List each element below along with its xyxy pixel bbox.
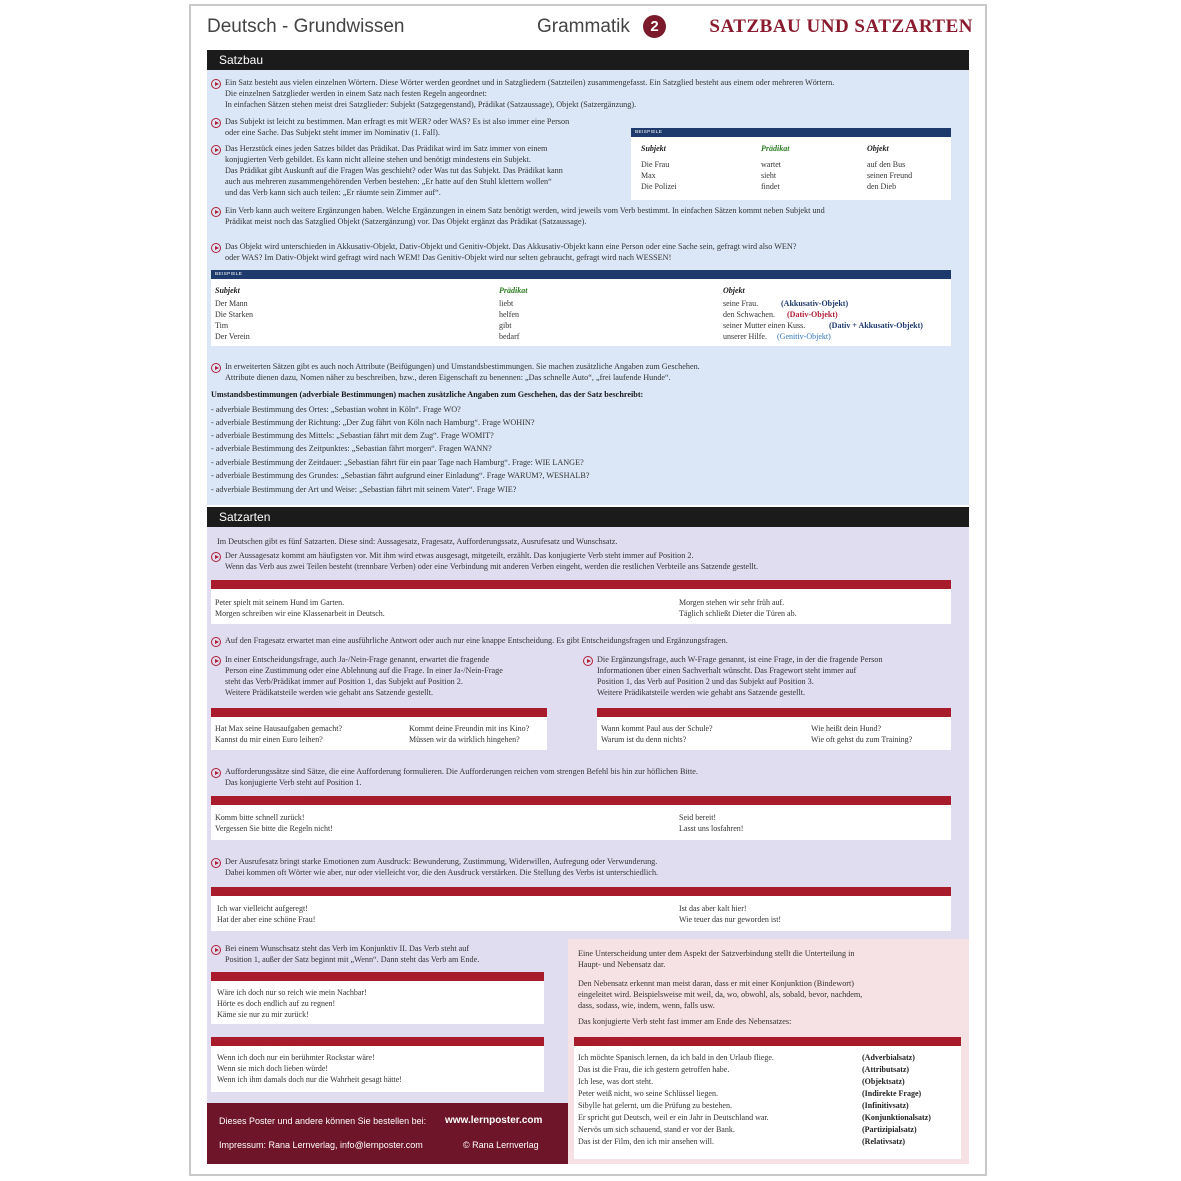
neben-line1: Eine Unterscheidung unter dem Aspekt der Satzverbindung stellt die Unterteilung in [578,949,855,958]
cell: seine Frau. [723,299,759,308]
entscheidung-line4: Weitere Prädikatsteile werden wie gehabt ans Satzende gestellt. [225,688,434,697]
example-sentence: Käme sie nur zu mir zurück! [217,1010,309,1019]
col-header-subjekt: Subjekt [641,144,666,153]
col-header-praedikat: Prädikat [761,144,790,153]
aufforderung-line1: Aufforderungssätze sind Sätze, die eine Aufforderung formulieren. Die Aufforderungen reichen vom strengen Befehl bis hin zur höflichen Bitte. [225,767,698,776]
cell: Die Frau [641,160,670,169]
cell: Der Verein [215,332,250,341]
example-sentence: Kommt deine Freundin mit ins Kino? [409,724,530,733]
example-sentence: Wenn ich doch nur ein berühmter Rockstar wäre! [217,1053,375,1062]
example-box-aussagesatz [211,580,951,624]
subject-title: Deutsch - Grundwissen [207,16,405,37]
play-circle-icon [583,656,593,666]
example-sentence: Nervös um sich schauend, stand er vor der Bank. [578,1125,735,1134]
satzbau-p3-line4: auch aus mehreren zusammengehörenden Verben bestehen: „Er hatte auf den Stuhl klettern wollen“ [225,177,552,186]
impressum: Impressum: Rana Lernverlag, info@lernposter.com [219,1140,423,1150]
example-box-ergaenzungsfrage [597,708,951,750]
copyright: © Rana Lernverlag [463,1140,539,1150]
example-sentence: Lasst uns losfahren! [679,824,744,833]
example-box-wunschsatz [211,972,544,1024]
example-box-satzglieder [631,128,951,200]
example-sentence: Wie oft gehst du zum Training? [811,735,913,744]
ergaenzung-line2: Informationen über einen Sachverhalt wünscht. Das Fragewort steht immer auf [597,666,857,675]
section-bar-satzarten: Satzarten [207,507,969,527]
play-circle-icon [211,945,221,955]
ausruf-line2: Dabei kommen oft Wörter wie aber, nur oder vielleicht vor, die den Ausdruck verstärken. Die Stellung des Verbs ist unterschiedlich. [225,868,659,877]
example-box-ausrufesatz [211,887,951,931]
example-sentence: Hat der aber eine schöne Frau! [217,915,316,924]
clause-type: (Objektsatz) [862,1077,905,1086]
play-circle-icon [211,145,221,155]
col-header-objekt: Objekt [867,144,889,153]
cell: Tim [215,321,229,330]
cell: bedarf [499,332,520,341]
umstand-title: Umstandsbestimmungen (adverbiale Bestimmungen) machen zusätzliche Angaben zum Geschehen, das der Satz beschreibt: [211,390,644,399]
example-box-header: BEISPIELE ENTSCHEIDUNGSFRAGE [211,708,547,717]
example-box-header: BEISPIELE AUSSAGESATZ [211,580,951,589]
cell: wartet [761,160,781,169]
footer [207,1103,568,1164]
satzbau-p3-line1: Das Herzstück eines jeden Satzes bildet das Prädikat. Das Prädikat wird im Satz immer von einem [225,144,548,153]
play-circle-icon [211,118,221,128]
cell-case-label: (Genitiv-Objekt) [777,332,831,341]
cell-case-label: (Dativ-Objekt) [787,310,838,319]
satzbau-p3-line2: konjugierten Verb gebildet. Es kann nicht alleine stehen und benötigt mindestens ein Subjekt. [225,155,531,164]
example-sentence: Wie teuer das nur geworden ist! [679,915,782,924]
ergaenzung-line1: Die Ergänzungsfrage, auch W-Frage genannt, ist eine Frage, in der die fragende Person [597,655,883,664]
satzbau-p2-line1: Das Subjekt ist leicht zu bestimmen. Man erfragt es mit WER? oder WAS? Es ist also immer eine Person [225,117,570,126]
satzbau-p3-line5: und das Verb kann sich auch teilen: „Er räumte sein Zimmer auf“. [225,188,441,197]
clause-type: (Indirekte Frage) [862,1089,922,1098]
play-circle-icon [211,552,221,562]
example-sentence: Peter weiß nicht, wo seine Schlüssel liegen. [578,1089,718,1098]
example-box-header: BEISPIELE AUSRUFESATZ [211,887,951,896]
topic-number-badge: 2 [643,15,666,38]
example-sentence: Er spricht gut Deutsch, weil er ein Jahr in Deutschland war. [578,1113,769,1122]
umstand-item: - adverbiale Bestimmung der Richtung: „Der Zug fährt von Köln nach Hamburg“. Frage WOHIN? [211,418,535,427]
satzbau-p6-line1: In erweiterten Sätzen gibt es auch noch Attribute (Beifügungen) und Umstandsbestimmungen. Sie machen zusätzliche Angaben zum Geschehen. [225,362,700,371]
example-sentence: Hörte es doch endlich auf zu regnen! [217,999,336,1008]
example-sentence: Morgen stehen wir sehr früh auf. [679,598,785,607]
example-box-nebensatz [574,1037,961,1159]
cell: Die Polizei [641,182,677,191]
clause-type: (Infinitivsatz) [862,1101,909,1110]
section-nebensatz [568,939,969,1164]
example-sentence: Seid bereit! [679,813,717,822]
satzbau-p1-line2: Die einzelnen Satzglieder werden in einem Satz nach festen Regeln angeordnet: [225,89,487,98]
satzbau-p4-line1: Ein Verb kann auch weitere Ergänzungen haben. Welche Ergänzungen in einem Satz benötigt werden, wird jeweils vom Verb bestimmt. In einfachen Sätzen kommt neben Subjekt und [225,206,825,215]
example-sentence: Ich möchte Spanisch lernen, da ich bald in den Urlaub fliege. [578,1053,774,1062]
cell: findet [761,182,780,191]
satzbau-p1-line1: Ein Satz besteht aus vielen einzelnen Wörtern. Diese Wörter werden geordnet und in Satzgliedern (Satzteilen) zusammengefasst. Ein Satzglied besteht aus einem oder mehreren Wörtern. [225,78,835,87]
cell: den Dieb [867,182,897,191]
umstand-item: - adverbiale Bestimmung des Zeitpunktes: „Sebastian fährt morgen“. Fragen WANN? [211,444,492,453]
satzbau-p1-line3: In einfachen Sätzen stehen meist drei Satzglieder: Subjekt (Satzgegenstand), Prädikat (Satzaussage), Objekt (Satzergänzung). [225,100,637,109]
clause-type: (Relativsatz) [862,1137,906,1146]
example-sentence: Vergessen Sie bitte die Regeln nicht! [215,824,333,833]
example-sentence: Kannst du mir einen Euro leihen? [215,735,323,744]
example-sentence: Wie heißt dein Hund? [811,724,882,733]
umstand-item: - adverbiale Bestimmung der Zeitdauer: „Sebastian fährt für ein paar Tage nach Hamburg“. Frage: WIE LANGE? [211,458,584,467]
cell: liebt [499,299,514,308]
example-sentence: Ich lese, was dort steht. [578,1077,654,1086]
example-sentence: Morgen schreiben wir eine Klassenarbeit in Deutsch. [215,609,385,618]
cell-case-label: (Akkusativ-Objekt) [781,299,849,308]
example-sentence: Das ist der Film, den ich mir ansehen will. [578,1137,714,1146]
cell: seinen Freund [867,171,913,180]
cell: den Schwachen. [723,310,775,319]
wunsch-line2: Position 1, außer der Satz beginnt mit „Wenn“. Dann steht das Verb am Ende. [225,955,480,964]
play-circle-icon [211,79,221,89]
ergaenzung-line4: Weitere Prädikatsteile werden wie gehabt ans Satzende gestellt. [597,688,806,697]
neben-line2: Haupt- und Nebensatz dar. [578,960,666,969]
aussage-line1: Der Aussagesatz kommt am häufigsten vor. Mit ihm wird etwas ausgesagt, mitgeteilt, erzählt. Das konjugierte Verb steht immer auf Position 2. [225,551,694,560]
frage-text: Auf den Fragesatz erwartet man eine ausführliche Antwort oder auch nur eine knappe Entscheidung. Es gibt Entscheidungsfragen und Ergänzungsfragen. [225,636,728,645]
wunsch-line1: Bei einem Wunschsatz steht das Verb im Konjunktiv II. Das Verb steht auf [225,944,470,953]
neben-line3: Den Nebensatz erkennt man meist daran, dass er mit einer Konjunktion (Bindewort) [578,979,855,988]
aufforderung-line2: Das konjugierte Verb steht auf Position 1. [225,778,362,787]
example-box-header: BEISPIELE NEBENSATZ [574,1037,961,1046]
clause-type: (Adverbialsatz) [862,1053,915,1062]
play-circle-icon [211,243,221,253]
example-sentence: Wenn ich ihm damals doch nur die Wahrheit gesagt hätte! [217,1075,402,1084]
website-link[interactable]: www.lernposter.com [445,1115,543,1126]
clause-type: (Konjunktionalsatz) [862,1113,931,1122]
umstand-item: - adverbiale Bestimmung des Ortes: „Sebastian wohnt in Köln“. Frage WO? [211,405,461,414]
topic-title: Grammatik [537,16,630,37]
play-circle-icon [211,768,221,778]
example-sentence: Sibylle hat gelernt, um die Prüfung zu bestehen. [578,1101,732,1110]
order-text: Dieses Poster und andere können Sie bestellen bei: [219,1116,427,1126]
play-circle-icon [211,363,221,373]
umstand-item: - adverbiale Bestimmung der Art und Weise: „Sebastian fährt mit seinem Vater“. Frage WIE? [211,485,517,494]
play-circle-icon [211,207,221,217]
play-circle-icon [211,656,221,666]
ausruf-line1: Der Ausrufesatz bringt starke Emotionen zum Ausdruck: Bewunderung, Zustimmung, Widerwillen, Aufregung oder Verwunderung. [225,857,658,866]
section-satzbau [207,70,969,505]
example-box-header: BEISPIELE [211,270,951,279]
cell: seiner Mutter einen Kuss. [723,321,806,330]
ergaenzung-line3: Position 1, das Verb auf Position 2 und das Subjekt auf Position 3. [597,677,814,686]
cell-case-label: (Dativ + Akkusativ-Objekt) [829,321,923,330]
satzbau-p4-line2: Prädikat meist noch das Satzglied Objekt (Satzergänzung) vor. Das Objekt ergänzt das Prädikat (Satzaussage). [225,217,587,226]
neben-line5: dass, sodass, wie, indem, wenn, falls usw. [578,1001,715,1010]
example-box-objekte [211,270,951,346]
cell: gibt [499,321,512,330]
cell: auf den Bus [867,160,906,169]
satzbau-p5-line2: oder WAS? Im Dativ-Objekt wird gefragt wird nach WEM! Das Genitiv-Objekt wird nur selten gebraucht, gefragt wird nach WESSEN! [225,253,672,262]
example-sentence: Wann kommt Paul aus der Schule? [601,724,713,733]
example-sentence: Ich war vielleicht aufgeregt! [217,904,308,913]
example-sentence: Hat Max seine Hausaufgaben gemacht? [215,724,343,733]
example-box-header: BEISPIELE WUNSCHSATZ MIT WENN [211,1037,544,1046]
example-sentence: Wäre ich doch nur so reich wie mein Nachbar! [217,988,367,997]
satzbau-p3-line3: Das Prädikat gibt Auskunft auf die Fragen Was geschieht? oder Was tut das Subjekt. Das Prädikat kann [225,166,563,175]
poster-header [191,6,985,46]
section-bar-satzbau: Satzbau [207,50,969,70]
cell: Max [641,171,656,180]
entscheidung-line3: steht das Verb/Prädikat immer auf Position 1, das Subjekt auf Position 2. [225,677,463,686]
example-box-header: BEISPIELE ERGÄNZUNGSFRAGE [597,708,951,717]
aussage-line2: Wenn das Verb aus zwei Teilen besteht (trennbare Verben) oder eine Verbindung mit anderen Verben eingeht, werden die restlichen Verbteile ans Satzende gestellt. [225,562,759,571]
col-header-praedikat: Prädikat [499,286,528,295]
neben-line4: eingeleitet wird. Beispielsweise mit weil, da, wo, obwohl, als, sobald, bevor, nachdem, [578,990,863,999]
col-header-objekt: Objekt [723,286,745,295]
entscheidung-line1: In einer Entscheidungsfrage, auch Ja-/Nein-Frage genannt, erwartet die fragende [225,655,490,664]
example-sentence: Das ist die Frau, die ich gestern getroffen habe. [578,1065,730,1074]
poster-title: SATZBAU UND SATZARTEN [709,16,973,37]
satzbau-p6-line2: Attribute dienen dazu, Nomen näher zu beschreiben, bzw., deren Eigenschaft zu benennen: „Das schnelle Auto“, „frei laufende Hunde“. [225,373,671,382]
entscheidung-line2: Person eine Zustimmung oder eine Ablehnung auf die Frage. In einer Ja-/Nein-Frage [225,666,503,675]
example-box-entscheidungsfrage [211,708,547,750]
satzarten-intro: Im Deutschen gibt es fünf Satzarten. Diese sind: Aussagesatz, Fragesatz, Aufforderungssatz, Ausrufesatz und Wunschsatz. [217,537,618,546]
example-sentence: Warum ist du denn nichts? [601,735,687,744]
example-sentence: Müssen wir da wirklich hingehen? [409,735,520,744]
satzbau-p2-line2: oder eine Sache. Das Subjekt steht immer im Nominativ (1. Fall). [225,128,440,137]
cell: helfen [499,310,519,319]
example-box-header: BEISPIELE [631,128,951,137]
example-sentence: Ist das aber kalt hier! [679,904,747,913]
example-sentence: Wenn sie mich doch lieben würde! [217,1064,329,1073]
example-box-header: BEISPIELE WUNSCHSATZ [211,972,544,981]
play-circle-icon [211,858,221,868]
example-box-header: BEISPIELE AUFFORDERUNGSSATZ [211,796,951,805]
cell: Der Mann [215,299,248,308]
col-header-subjekt: Subjekt [215,286,240,295]
clause-type: (Attributsatz) [862,1065,910,1074]
cell: sieht [761,171,777,180]
example-box-aufforderungssatz [211,796,951,840]
poster [189,4,987,1176]
umstand-item: - adverbiale Bestimmung des Grundes: „Sebastian fährt aufgrund einer Einladung“. Frage WARUM?, WESHALB? [211,471,590,480]
cell: unserer Hilfe. [723,332,767,341]
clause-type: (Partizipialsatz) [862,1125,917,1134]
example-sentence: Täglich schließt Dieter die Türen ab. [679,609,797,618]
example-box-wunschsatz-wenn [211,1037,544,1092]
play-circle-icon [211,637,221,647]
satzbau-p5-line1: Das Objekt wird unterschieden in Akkusativ-Objekt, Dativ-Objekt und Genitiv-Objekt. Das Akkusativ-Objekt kann eine Person oder eine Sache sein, gefragt wird also WEN? [225,242,797,251]
example-sentence: Peter spielt mit seinem Hund im Garten. [215,598,345,607]
cell: Die Starken [215,310,253,319]
example-sentence: Komm bitte schnell zurück! [215,813,305,822]
neben-line6: Das konjugierte Verb steht fast immer am Ende des Nebensatzes: [578,1017,792,1026]
umstand-item: - adverbiale Bestimmung des Mittels: „Sebastian fährt mit dem Zug“. Frage WOMIT? [211,431,494,440]
